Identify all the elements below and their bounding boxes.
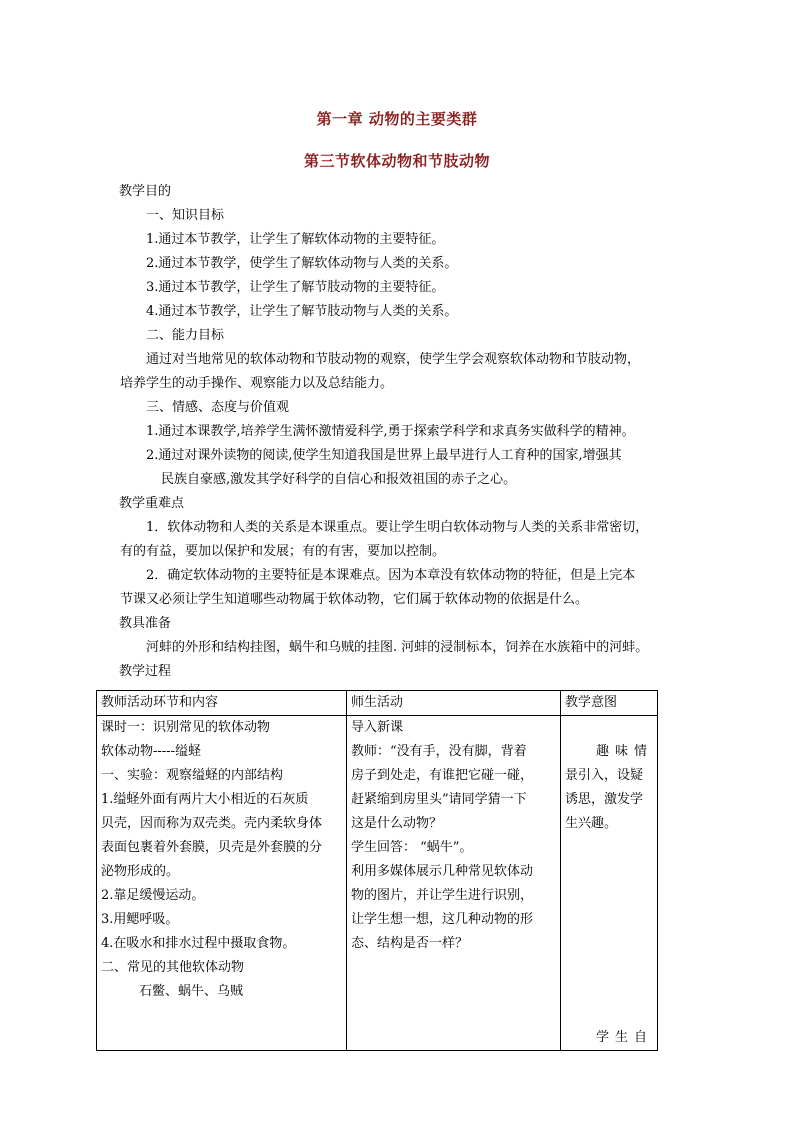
ability-line: 通过对当地常见的软体动物和节肢动物的观察，使学生学会观察软体动物和节肢动物， [146,352,641,367]
intent-cell [561,716,658,1051]
cell-line: 学生自 [595,1030,653,1045]
key-point-line: 1．软体动物和人类的关系是本课重点。要让学生明白软体动物与人类的关系非常密切， [146,520,649,535]
cell-line: 趣味情 [595,744,653,759]
cell-line: 导入新课 [351,720,404,735]
key-point-line: 节课又必须让学生知道哪些动物属于软体动物，它们属于软体动物的依据是什么。 [120,592,589,607]
cell-line: 石鳖、蜗牛、乌贼 [139,984,244,999]
cell-line: 软体动物-----缢蛏 [101,744,201,759]
section-title: 第三节软体动物和节肢动物 [303,152,490,170]
emotion-line: 1.通过本课教学,培养学生满怀激情爱科学,勇于探索学科学和求真务实做科学的精神。 [146,424,635,439]
cell-line: 泌物形成的。 [101,864,180,879]
knowledge-item: 1.通过本节教学，让学生了解软体动物的主要特征。 [146,232,445,247]
teacher-content-cell [97,716,347,1051]
table-header-cell: 教师活动环节和内容 [97,691,347,716]
table-header-cell: 师生活动 [347,691,561,716]
cell-line: 一、实验：观察缢蛏的内部结构 [101,768,284,783]
cell-line: 生兴趣。 [565,816,618,831]
cell-line: 学生回答： “蜗牛”。 [351,840,473,855]
ability-line: 培养学生的动手操作、观察能力以及总结能力。 [120,376,394,391]
activity-cell [347,716,561,1051]
cell-line: 诱思，激发学 [565,792,644,807]
emotion-heading: 三、情感、态度与价值观 [146,400,290,415]
cell-line: 教师：“没有手，没有脚，背着 [351,744,527,759]
cell-line: 景引入，设疑 [565,768,644,783]
table-row [97,716,658,1051]
cell-line: 这是什么动物？ [351,816,443,831]
knowledge-item: 2.通过本节教学，使学生了解软体动物与人类的关系。 [146,256,458,271]
emotion-line: 2.通过对课外读物的阅读,使学生知道我国是世界上最早进行人工育种的国家,增强其 [146,448,622,463]
knowledge-item: 3.通过本节教学，让学生了解节肢动物的主要特征。 [146,280,445,295]
cell-line: 课时一：识别常见的软体动物 [101,720,271,735]
table-header-row [97,691,658,716]
cell-line: 2.靠足缓慢运动。 [101,888,205,903]
emotion-line: 民族自豪感,激发其学好科学的自信心和报效祖国的赤子之心。 [161,472,517,487]
cell-spacer [565,836,653,1026]
cell-line: 4.在吸水和排水过程中摄取食物。 [101,936,296,951]
cell-line: 3.用鳃呼吸。 [101,912,179,927]
process-heading: 教学过程 [119,664,172,679]
objectives-heading: 教学目的 [119,184,172,199]
cell-line: 二、常见的其他软体动物 [101,960,245,975]
table-header-cell: 教学意图 [561,691,658,716]
teaching-process-table [96,690,658,1051]
cell-line: 表面包裹着外套膜，贝壳是外套膜的分 [101,840,323,855]
key-point-line: 有的有益，要加以保护和发展；有的有害，要加以控制。 [120,544,446,559]
key-points-heading: 教学重难点 [119,496,185,511]
cell-line: 利用多媒体展示几种常见软体动 [351,864,534,879]
cell-line: 1.缢蛏外面有两片大小相近的石灰质 [101,792,309,807]
cell-line: 物的图片，并让学生进行识别， [351,888,534,903]
cell-line: 态、结构是否一样？ [351,936,469,951]
materials-line: 河蚌的外形和结构挂图，蜗牛和乌贼的挂图. 河蚌的浸制标本，饲养在水族箱中的河蚌。 [146,640,649,655]
ability-heading: 二、能力目标 [146,328,225,343]
cell-line: 贝壳，因而称为双壳类。壳内柔软身体 [101,816,323,831]
cell-line: 让学生想一想，这几种动物的形 [351,912,534,927]
key-point-line: 2．确定软体动物的主要特征是本课难点。因为本章没有软体动物的特征，但是上完本 [146,568,636,583]
knowledge-heading: 一、知识目标 [146,208,225,223]
knowledge-item: 4.通过本节教学，让学生了解节肢动物与人类的关系。 [146,304,458,319]
cell-line: 赶紧缩到房里头”请同学猜一下 [351,792,527,807]
materials-heading: 教具准备 [119,616,172,631]
chapter-title: 第一章 动物的主要类群 [316,110,478,128]
cell-line: 房子到处走，有谁把它碰一碰， [351,768,534,783]
